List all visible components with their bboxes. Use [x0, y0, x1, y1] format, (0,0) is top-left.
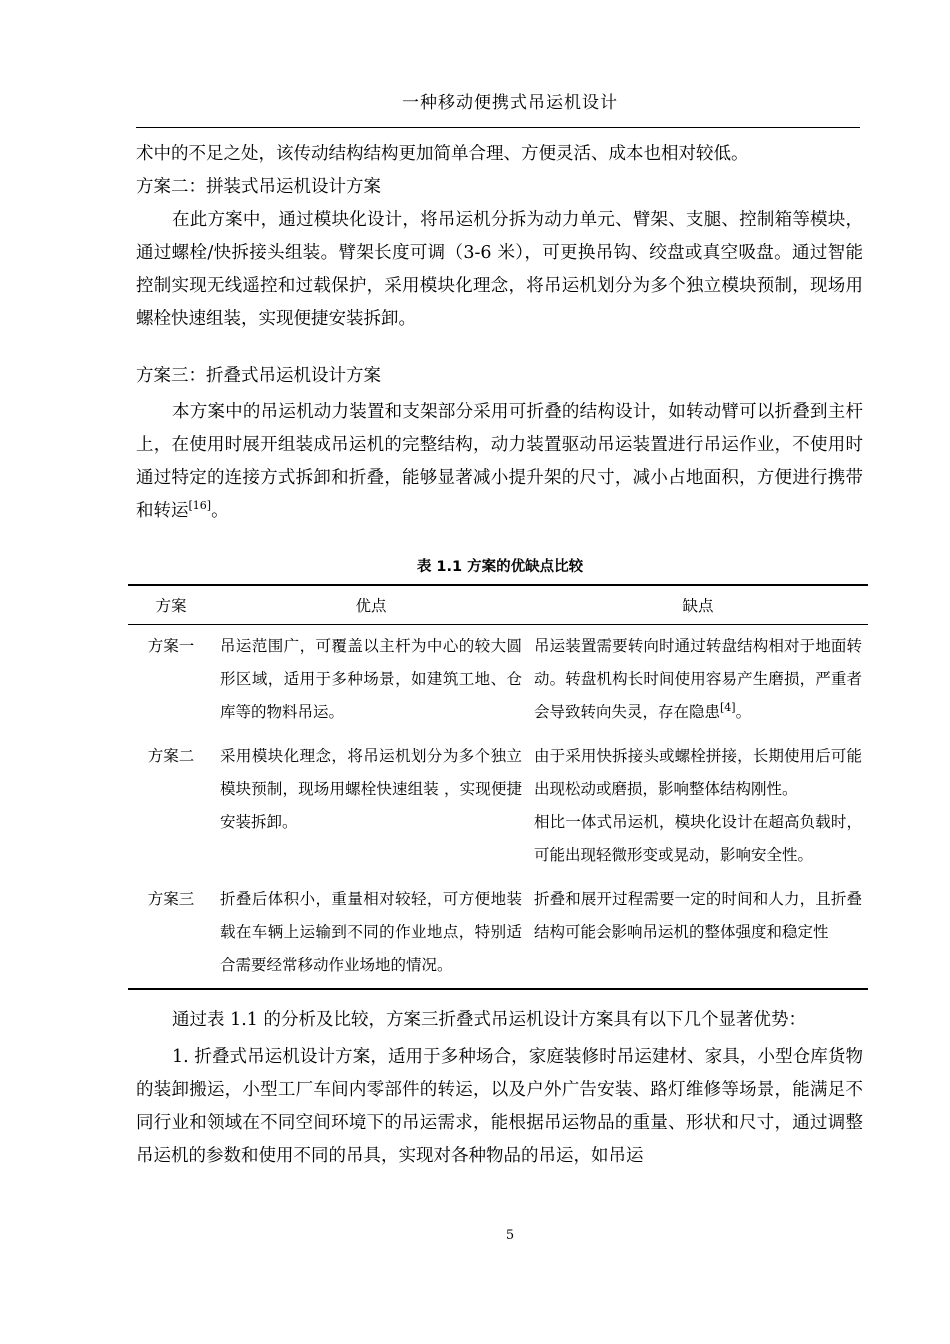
paragraph-scheme-3-tail: 。 [211, 501, 229, 521]
cell-pros: 折叠后体积小，重量相对较轻，可方便地装载在车辆上运输到不同的作业地点，特别适合需要经常移动作业场地的情况。 [214, 878, 528, 989]
table-row [128, 878, 868, 989]
cell-scheme-name: 方案一 [147, 637, 195, 655]
header-scheme: 方案 [128, 585, 214, 625]
paragraph-scheme-3 [136, 396, 863, 528]
cell-pros: 采用模块化理念，将吊运机划分为多个独立模块预制，现场用螺栓快速组装 ，实现便捷安装拆卸。 [220, 747, 522, 831]
section-heading-scheme-2: 方案二：拼装式吊运机设计方案 [136, 177, 381, 197]
header-cons: 缺点 [528, 585, 868, 625]
section-heading-scheme-3: 方案三：折叠式吊运机设计方案 [136, 366, 381, 386]
table-caption: 表 1.1 方案的优缺点比较 [416, 559, 584, 575]
paragraph-continuation: 术中的不足之处，该传动结构结构更加简单合理、方便灵活、成本也相对较低。 [136, 144, 749, 164]
table-header-row [128, 585, 868, 625]
cons-text: 吊运装置需要转向时通过转盘结构相对于地面转动。转盘机构长时间使用容易产生磨损，严重者会导致转向失灵，存在隐患 [534, 637, 862, 721]
cell-cons [528, 625, 868, 736]
running-header-title: 一种移动便携式吊运机设计 [402, 93, 618, 113]
paragraph-scheme-3-text: 本方案中的吊运机动力装置和支架部分采用可折叠的结构设计，如转动臂可以折叠到主杆上，在使用时展开组装成吊运机的完整结构，动力装置驱动吊运装置进行吊运作业，不使用时通过特定的连接方式拆卸和折叠，能够显著减小提升架的尺寸，减小占地面积，方便进行携带和转运 [136, 402, 863, 521]
cell-scheme-name: 方案三 [128, 878, 214, 989]
paragraph-scheme-2: 在此方案中，通过模块化设计，将吊运机分拆为动力单元、臂架、支腿、控制箱等模块，通过螺栓/快拆接头组装。臂架长度可调（3-6 米），可更换吊钩、绞盘或真空吸盘。通过智能控制实现无线遥控和过载保护，采用模块化理念，将吊运机划分为多个独立模块预制，现场用螺栓快速组装，实现便捷安装拆卸。 [136, 210, 863, 329]
cons-text-2: 相比一体式吊运机，模块化设计在超高负载时，可能出现轻微形变或晃动，影响安全性。 [534, 813, 862, 864]
header-rule [136, 127, 860, 128]
cons-tail: 。 [735, 703, 752, 721]
paragraph-analysis: 通过表 1.1 的分析及比较，方案三折叠式吊运机设计方案具有以下几个显著优势： [172, 1010, 806, 1030]
table-row [128, 625, 868, 736]
comparison-table [128, 584, 868, 990]
paragraph-advantage-1: 1. 折叠式吊运机设计方案，适用于多种场合，家庭装修时吊运建材、家具，小型仓库货物的装卸搬运，小型工厂车间内零部件的转运，以及户外广告安装、路灯维修等场景，能满足不同行业和领域在不同空间环境下的吊运需求，能根据吊运物品的重量、形状和尺寸，通过调整吊运机的参数和使用不同的吊具，实现对各种物品的吊运，如吊运 [136, 1047, 863, 1166]
citation-ref: [16] [188, 499, 212, 513]
cons-text: 由于采用快拆接头或螺栓拼接，长期使用后可能出现松动或磨损，影响整体结构刚性。 [534, 747, 862, 798]
cell-cons: 折叠和展开过程需要一定的时间和人力，且折叠结构可能会影响吊运机的整体强度和稳定性 [528, 878, 868, 989]
cell-scheme-name: 方案二 [147, 747, 195, 765]
table-row [128, 735, 868, 878]
citation-ref: [4] [720, 700, 736, 714]
header-pros: 优点 [214, 585, 528, 625]
page-number: 5 [505, 1228, 515, 1243]
cell-pros: 吊运范围广，可覆盖以主杆为中心的较大圆形区域，适用于多种场景，如建筑工地、仓库等的物料吊运。 [220, 637, 522, 721]
cell-cons [528, 735, 868, 878]
